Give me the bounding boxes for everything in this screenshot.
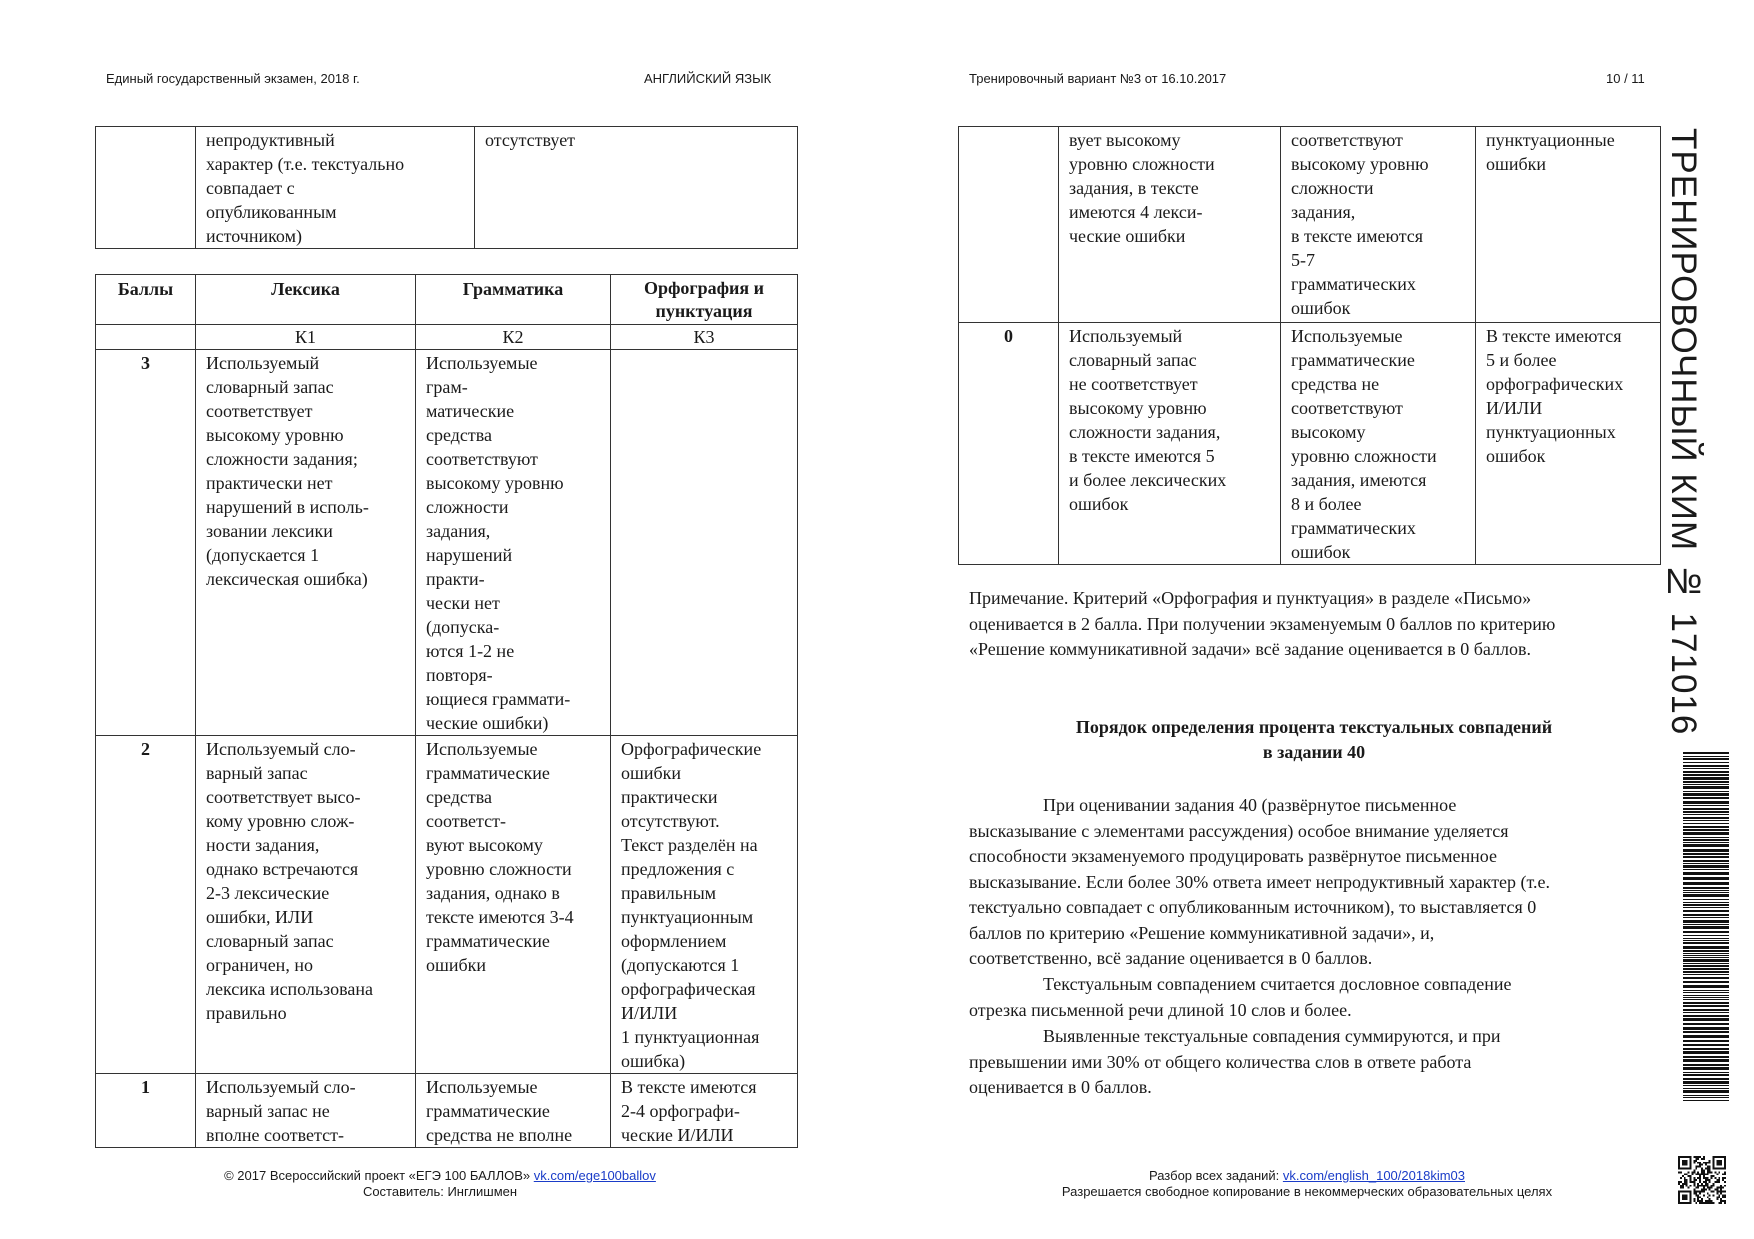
column-header-orthography: Орфография и пунктуация [611,275,798,325]
score-cell [96,127,196,249]
footer-author: Составитель: Инглишмен [362,1184,518,1199]
footer-copy-permission: Разрешается свободное копирование в некоммерческих образовательных целях [1061,1184,1553,1199]
table-row [959,127,1661,323]
table-row [96,350,798,736]
score-cell: 0 [959,323,1059,565]
lexis-cell: Используемый словарный запас соответствует высокому уровню сложности задания; практически нет нарушений в исполь- зовании лексики (допускается 1 лексическая ошибка) [196,350,416,736]
code-k2: К2 [416,325,611,350]
qr-code-icon [1678,1156,1726,1204]
criteria-table [95,274,798,1148]
criteria-codes-row [96,325,798,350]
code-cell [96,325,196,350]
grammar-cell: Используемые грам- матические средства соответствуют высокому уровню сложности задания, нарушений практи- чески нет (допуска- ются 1-2 не повторя- ющиеся граммати- ческие ошибки) [416,350,611,736]
table-header-row [96,275,798,325]
section-paragraph-2: Текстуальным совпадением считается дословное совпадение отрезка письменной речи длиной 10 слов и более. [969,974,1512,1020]
score-cell: 1 [96,1074,196,1148]
vertical-kim-title: ТРЕНИРОВОЧНЫЙ КИМ № 171016 [1664,128,1703,736]
grammar-cell: Используемые грамматические средства не соответствуют высокому уровню сложности задания, имеются 8 и более грамматических ошибок [1281,323,1476,565]
section-paragraph-3: Выявленные текстуальные совпадения суммируются, и при превышении ими 30% от общего количества слов в ответе работа оценивается в 0 баллов. [969,1026,1501,1097]
table-row [96,127,798,249]
orthography-cell: пунктуационные ошибки [1476,127,1661,323]
subject-header: АНГЛИЙСКИЙ ЯЗЫК [644,71,772,86]
grammar-cell: соответствуют высокому уровню сложности задания, в тексте имеются 5-7 грамматических ошибок [1281,127,1476,323]
orthography-cell [611,350,798,736]
footer-analysis [1001,1168,1613,1184]
vk-english-link[interactable]: vk.com/english_100/2018kim03 [1282,1168,1465,1183]
footer-analysis-text: Разбор всех заданий: [1148,1168,1283,1183]
score-cell: 2 [96,736,196,1074]
score-cell: 3 [96,350,196,736]
table-row [959,323,1661,565]
page-number: 10 / 11 [1606,71,1645,86]
column-header-lexis: Лексика [196,275,416,325]
description-cell: непродуктивный характер (т.е. текстуально совпадает с опубликованным источником) [196,127,475,249]
table-row [96,736,798,1074]
continuation-table [95,126,798,249]
grammar-cell: Используемые грамматические средства соответст- вуют высокому уровню сложности задания, однако в тексте имеются 3-4 грамматические ошибки [416,736,611,1074]
barcode-icon [1683,752,1729,1102]
section-paragraph-1: При оценивании задания 40 (развёрнутое письменное высказывание с элементами рассуждения) особое внимание уделяется способности экзаменуемого продуцировать развёрнутое письменное высказывание. Если более 30% ответа имеет непродуктивный характер (т.е. текстуально совпадает с опубликованным источником), то выставляется 0 баллов по критерию «Решение коммуникативной задачи», и, соответственно, всё задание оценивается в 0 баллов. [969,795,1551,968]
footer-copyright-text: © 2017 Всероссийский проект «ЕГЭ 100 БАЛЛОВ» [224,1168,534,1183]
vk-ege-link[interactable]: vk.com/ege100ballov [533,1168,656,1183]
orthography-cell: В тексте имеются 2-4 орфографи- ческие И/ИЛИ [611,1074,798,1148]
description-cell: отсутствует [475,127,798,249]
section-title: Порядок определения процента текстуальных совпадений в задании 40 [1075,717,1553,762]
criteria-table-continued [958,126,1661,565]
note-paragraph: Примечание. Критерий «Орфография и пунктуация» в разделе «Письмо» оценивается в 2 балла. При получении экзаменуемым 0 баллов по критерию «Решение коммуникативной задачи» всё задание оценивается в 0 баллов. [969,588,1556,659]
code-k1: К1 [196,325,416,350]
orthography-cell: В тексте имеются 5 и более орфографических И/ИЛИ пунктуационных ошибок [1476,323,1661,565]
lexis-cell: Используемый словарный запас не соответствует высокому уровню сложности задания, в тексте имеются 5 и более лексических ошибок [1059,323,1281,565]
column-header-score: Баллы [96,275,196,325]
lexis-cell: Используемый сло- варный запас соответствует высо- кому уровню слож- ности задания, однако встречаются 2-3 лексические ошибки, ИЛИ словарный запас ограничен, но лексика использована правильно [196,736,416,1074]
table-row [96,1074,798,1148]
orthography-cell: Орфографические ошибки практически отсутствуют. Текст разделён на предложения с правильным пунктуационным оформлением (допускаются 1 орфографическая И/ИЛИ 1 пунктуационная ошибка) [611,736,798,1074]
code-k3: К3 [611,325,798,350]
lexis-cell: вует высокому уровню сложности задания, в тексте имеются 4 лекси- ческие ошибки [1059,127,1281,323]
grammar-cell: Используемые грамматические средства не вполне [416,1074,611,1148]
footer-copyright [190,1168,690,1184]
footer-right [1001,1168,1613,1200]
column-header-grammar: Грамматика [416,275,611,325]
footer-left [190,1168,690,1200]
variant-header: Тренировочный вариант №3 от 16.10.2017 [969,71,1227,86]
score-cell [959,127,1059,323]
lexis-cell: Используемый сло- варный запас не вполне соответст- [196,1074,416,1148]
exam-header: Единый государственный экзамен, 2018 г. [106,71,360,86]
